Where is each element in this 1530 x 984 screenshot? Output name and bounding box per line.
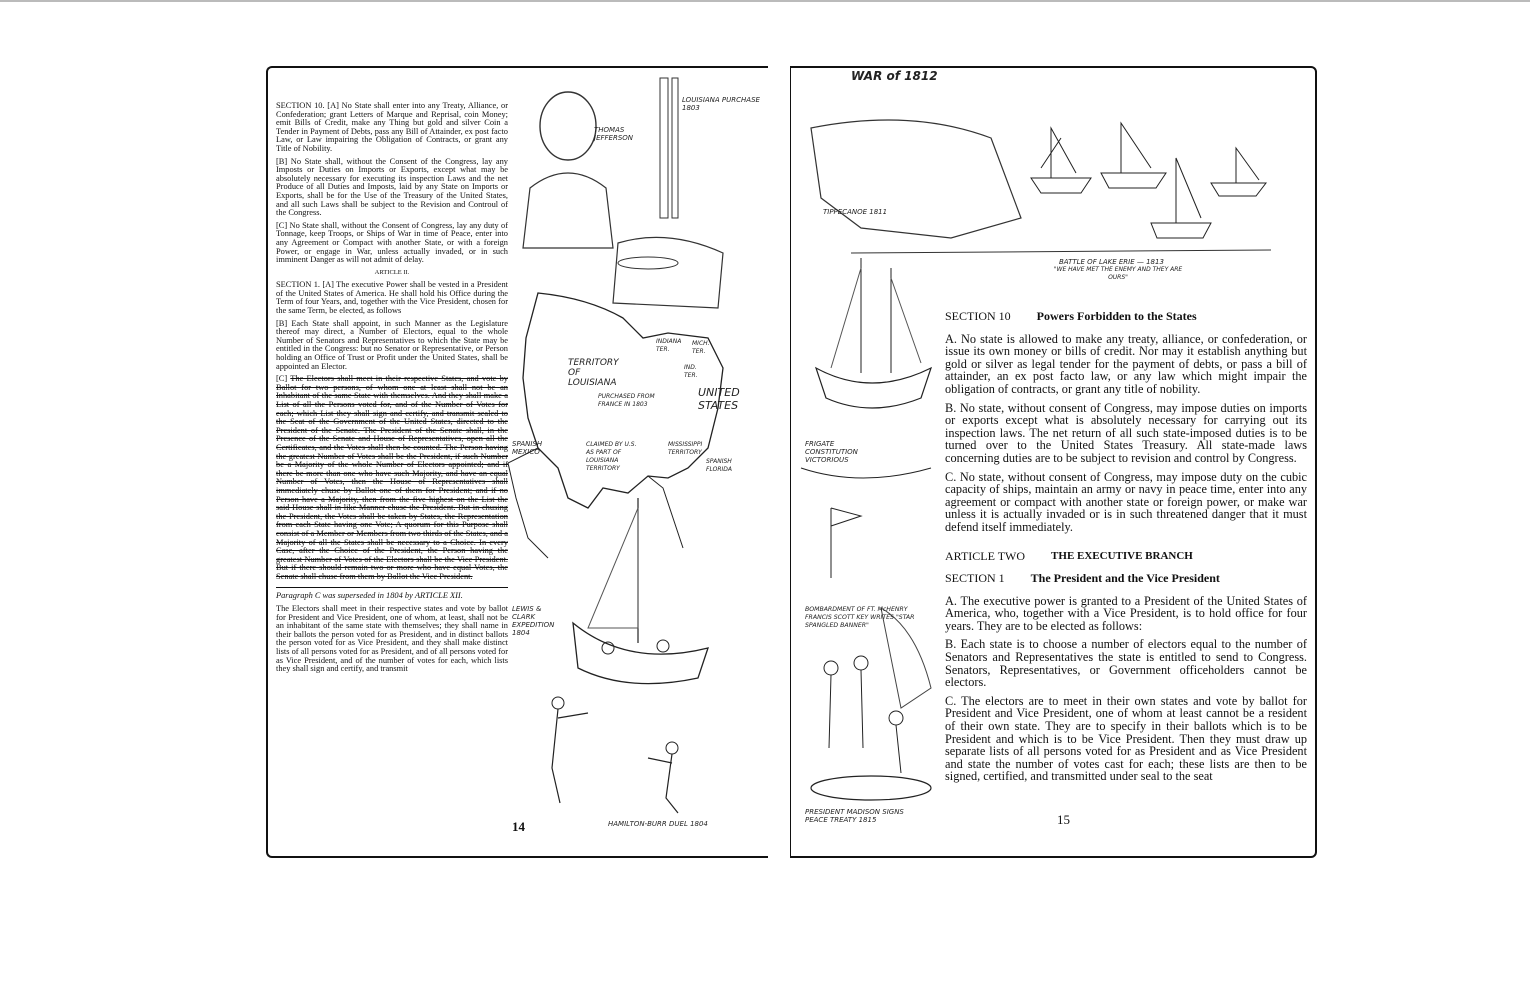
section1-title: The President and the Vice President	[1030, 571, 1220, 586]
caption-thomas-jefferson: THOMAS JEFFERSON	[594, 126, 634, 142]
para-b: B. No state, without consent of Congress, may impose duties on imports or exports except what is absolutely necessary for carrying out its inspection laws. The net return of all such state-imposed duties is to be turned over to the United States Treasury. All state-made laws concerning duties are to be subject to revision and control by Congress.	[945, 400, 1307, 465]
frigate-constitution	[816, 368, 931, 408]
caption-bombardment: BOMBARDMENT OF FT. McHENRY FRANCIS SCOTT KEY WRITES "STAR SPANGLED BANNER"	[805, 606, 915, 629]
article12-text: The Electors shall meet in their respective states and vote by ballot for President and Vice President, one of whom, at least, shall not be an inhabitant of the same state with themselves; they shall name in their ballots the person voted for as President, and in distinct ballots the person voted for as Vice President, and they shall make distinct lists of all persons voted for as President, and of all persons voted for as Vice President, and of the number of votes for each, which lists they shall sign and certify, and transmit	[276, 604, 508, 674]
article-heading: ARTICLE II.	[374, 268, 410, 276]
ship	[1101, 173, 1166, 188]
art2-s1-b: [B] Each State shall appoint, in such Manner as the Legislature thereof may direct, a Number of Electors, equal to the whole Number of Senators and Representatives to which the State may be entitled in the Congress: but no Senator or Representative, or Person holding an Office of Trust or Profit under the United States, shall be appointed an Elector.	[276, 318, 508, 371]
article-two-heading	[945, 550, 1307, 563]
caption-madison: PRESIDENT MADISON SIGNS PEACE TREATY 1815	[805, 808, 904, 824]
section10-b: [B] No State shall, without the Consent of the Congress, lay any Imposts or Duties on Imports or Exports, except what may be absolutely necessary for executing its inspection Laws and the net Produce of all Duties and Imposts, laid by any State on Imports or Exports, shall be for the Use of the Treasury of the United States, and all such Laws shall be subject to the Revision and Controul of the Congress.	[276, 156, 508, 218]
label-ind-ter: IND. TER.	[684, 364, 698, 379]
page-14	[266, 66, 768, 858]
superseded-prefix: Paragraph C was superseded in 1804 by	[276, 591, 413, 601]
duel-figure-left	[552, 697, 564, 709]
expedition-boat	[573, 623, 708, 684]
caption-war-1812: WAR of 1812	[851, 69, 938, 83]
superseded-ref: ARTICLE XII.	[414, 591, 463, 601]
madison-figure	[824, 661, 838, 675]
page-number: 15	[1057, 812, 1070, 827]
s1-para-a: A. The executive power is granted to a President of the United States of America, who, together with a Vice President, is to hold office for four years. They are to be elected as follows:	[945, 593, 1307, 633]
signing-figure	[613, 237, 723, 308]
label-mississippi: MISSISSIPPI TERRITORY	[668, 441, 703, 456]
label-purchased: PURCHASED FROM FRANCE IN 1803	[598, 393, 655, 408]
section10-label: SECTION 10	[945, 309, 1011, 323]
section10-a: SECTION 10. [A] No State shall enter into any Treaty, Alliance, or Confederation; grant Letters of Marque and Reprisal, coin Money; emit Bills of Credit, make any Thing but gold and silver Coin a Tender in Payment of Debts, pass any Bill of Attainder, ex post facto Law, or Law impairing the Obligation of Contracts, or grant any Title of Nobility.	[276, 101, 508, 153]
tippecanoe-scene	[811, 120, 1021, 238]
caption-louisiana-purchase: LOUISIANA PURCHASE 1803	[682, 96, 760, 112]
caption-tippecanoe: TIPPECANOE 1811	[823, 208, 888, 216]
label-united-states: UNITED STATES	[698, 386, 740, 412]
section1-label: SECTION 1	[945, 571, 1005, 586]
section10-c: [C] No State shall, without the Consent of Congress, lay any duty of Tonnage, keep Troops, or Ships of War in time of Peace, enter into any Agreement or Compact with another State, or with a foreign Power, or engage in War, unless actually invaded, or in such imminent Danger as will not admit of delay.	[276, 220, 508, 265]
page-number: 14	[512, 819, 525, 834]
struck-text: The Electors shall meet in their respective States, and vote by Ballot for two persons, of whom one at least shall not be an Inhabitant of the same State with themselves. And they shall make a List of all the Persons voted for, and of the Number of Votes for each; which List they shall sign and certify, and transmit sealed to the Seat of the Government of the United States, directed to the President of the Senate. The President of the Senate shall, in the Presence of the Senate and House of Representatives, open all the Certificates, and the Votes shall then be counted. The Person having the greatest Number of Votes shall be the President, if such Number be a Majority of the whole Number of Electors appointed; and if there be more than one who have such Majority, and have an equal Number of Votes, then the House of Representatives shall immediately chuse by Ballot one of them for President; and if no Person have a Majority, then from the five highest on the List the said House shall in like Manner chuse the President. But in chusing the President, the Votes shall be taken by States, the Representation from each State having one Vote; A quorum for this Purpose shall consist of a Member or Members from two thirds of the States, and a Majority of all the States shall be necessary to a Choice. In every Case, after the Choice of the President, the Person having the greatest Number of Votes of the Electors shall be the Vice President. But if there should remain two or more who have equal Votes, the Senate shall chuse from them by Ballot the Vice President.	[276, 374, 508, 581]
caption-hamilton-burr: HAMILTON-BURR DUEL 1804	[608, 820, 708, 828]
label-claimed: CLAIMED BY U.S. AS PART OF LOUISIANA TERRITORY	[586, 441, 637, 472]
modern-text-column	[945, 310, 1307, 789]
article-label: ARTICLE TWO	[945, 548, 1026, 563]
art2-s1-a: SECTION 1. [A] The executive Power shall be vested in a President of the United States of America. He shall hold his Office during the Term of four Years, and, together with the Vice President, chosen for the same Term, be elected, as follows	[276, 280, 508, 316]
caption-lake-erie-quote: "WE HAVE MET THE ENEMY AND THEY ARE OURS"	[1053, 266, 1183, 281]
ship	[1031, 178, 1091, 193]
left-illustration	[268, 68, 768, 856]
s1-para-b: B. Each state is to choose a number of electors equal to the number of Senators and Representatives the state is entitled to send to Congress. Senators, Representatives, or Government officeholders cannot be electors.	[945, 637, 1307, 690]
label-mich-ter: MICH. TER.	[692, 340, 710, 355]
article-title: THE EXECUTIVE BRANCH	[1051, 549, 1193, 562]
label-spanish-florida: SPANISH FLORIDA	[706, 458, 732, 473]
fort-mchenry	[801, 468, 931, 478]
label-territory: TERRITORY OF LOUISIANA	[568, 358, 619, 388]
section1-heading	[945, 572, 1307, 585]
label-indiana-ter: INDIANA TER.	[656, 338, 682, 353]
s1-para-c: C. The electors are to meet in their own states and vote by ballot for President and Vice President, one of whom at least cannot be a resident of their own state. They are to specify in their ballots which is to be President and which is to be Vice President. Then they must draw up separate lists of all persons voted for as President and as Vice President and state the number of votes cast for each; these lists are then to be signed, certified, and transmitted under seal to the seat	[945, 693, 1307, 784]
para-a: A. No state is allowed to make any treaty, alliance, or confederation, or issue its own money or bills of credit. Nor may it establish anything but gold or silver as legal tender for the payment of debts, or pass a bill of attainder, an ex post facto law, or any law which might impair the obligation of contracts, or grant any title of nobility.	[945, 331, 1307, 396]
ship	[1211, 183, 1266, 196]
para-c: C. No state, without consent of Congress, may impose duty on the cubic capacity of ships, maintain an army or navy in peace time, enter into any agreement or compact with another state or foreign power, or make war unless it is actually invaded or is in such threatened danger that it must defend itself immediately.	[945, 469, 1307, 534]
caption-lake-erie: BATTLE OF LAKE ERIE — 1813	[1059, 258, 1164, 266]
art2-s1-c-label: [C]	[276, 374, 288, 384]
duel-figure-right	[666, 742, 678, 754]
jefferson-portrait	[540, 92, 596, 160]
caption-lewis-clark: LEWIS & CLARK EXPEDITION 1804	[512, 605, 555, 637]
section10-title: Powers Forbidden to the States	[1036, 309, 1197, 323]
madison-table	[811, 776, 931, 800]
section10-heading	[945, 310, 1307, 323]
ship	[1151, 223, 1211, 238]
page-15	[790, 66, 1317, 858]
label-spanish-mexico: SPANISH MEXICO	[512, 440, 543, 456]
caption-frigate: FRIGATE CONSTITUTION VICTORIOUS	[805, 440, 858, 464]
scan-edge	[0, 0, 1530, 2]
